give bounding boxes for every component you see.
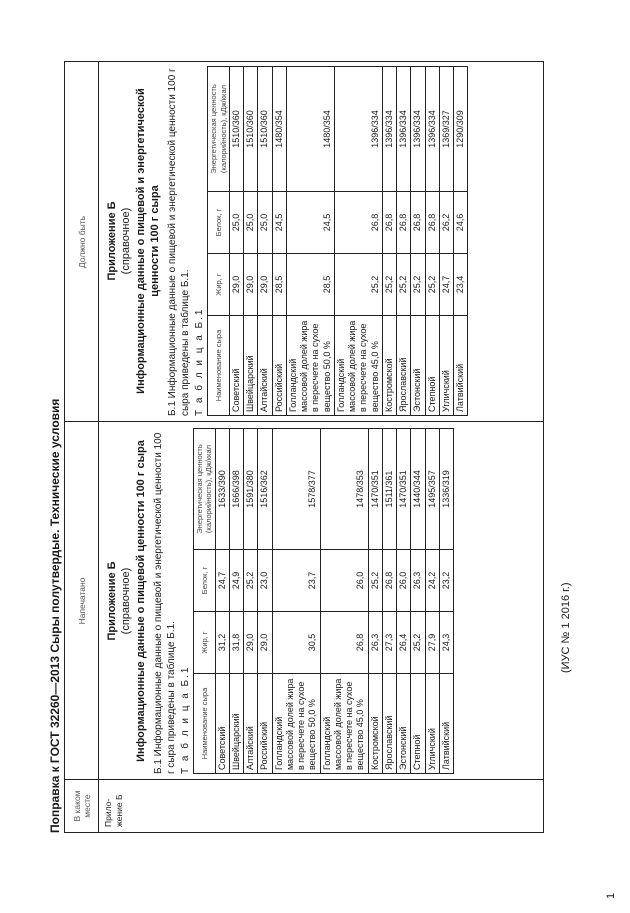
value-cell: 25,2 xyxy=(334,254,382,316)
cheese-name-cell: Эстонский xyxy=(411,316,425,416)
value-cell: 30,5 xyxy=(272,612,320,674)
should-appendix-title: Приложение Б xyxy=(106,201,118,281)
table-row xyxy=(425,67,439,416)
table-row xyxy=(368,429,382,774)
table-row xyxy=(397,67,411,416)
should-be-block xyxy=(99,66,543,416)
cheese-name-cell: Угличский xyxy=(425,674,439,774)
should-appendix-type: (справочное) xyxy=(120,207,133,275)
value-cell: 26,8 xyxy=(411,192,425,254)
col-fat: Жир, г xyxy=(208,254,230,316)
cheese-name-cell: Алтайский xyxy=(244,674,258,774)
value-cell: 1591/380 xyxy=(244,429,258,550)
table-row xyxy=(382,67,396,416)
cheese-name-cell: Советский xyxy=(215,674,229,774)
value-cell: 26,8 xyxy=(334,192,382,254)
value-cell: 1516/362 xyxy=(258,429,272,550)
table-row xyxy=(439,429,453,774)
table-row xyxy=(272,67,286,416)
value-cell: 26,0 xyxy=(397,550,411,612)
value-cell: 29,0 xyxy=(244,254,258,316)
table-row xyxy=(382,429,396,774)
cheese-name-cell: Эстонский xyxy=(397,674,411,774)
cheese-name-cell: Голландский массовой долей жира в пересчете на сухое вещество 45,0 % xyxy=(334,316,382,416)
cheese-name-cell: Ярославский xyxy=(382,674,396,774)
col-protein: Белок, г xyxy=(208,192,230,254)
table-row xyxy=(425,429,439,774)
table-row xyxy=(397,429,411,774)
value-cell: 24,6 xyxy=(454,192,468,254)
value-cell: 1510/360 xyxy=(258,67,272,192)
value-cell: 31,2 xyxy=(215,612,229,674)
printed-table-label: Т а б л и ц а Б.1 xyxy=(179,665,191,774)
value-cell: 25,2 xyxy=(411,612,425,674)
value-cell: 24,7 xyxy=(439,254,453,316)
value-cell: 24,3 xyxy=(439,612,453,674)
should-table-label: Т а б л и ц а Б.1 xyxy=(194,307,206,416)
table-row xyxy=(244,429,258,774)
table-row xyxy=(258,429,272,774)
value-cell: 26,3 xyxy=(411,550,425,612)
table-row xyxy=(454,67,468,416)
value-cell: 24,5 xyxy=(286,192,334,254)
value-cell: 31,8 xyxy=(229,612,243,674)
table-row xyxy=(215,429,229,774)
value-cell: 25,0 xyxy=(244,192,258,254)
value-cell: 1510/360 xyxy=(244,67,258,192)
value-cell: 1666/398 xyxy=(229,429,243,550)
value-cell: 24,9 xyxy=(229,550,243,612)
table-row xyxy=(258,67,272,416)
value-cell: 26,3 xyxy=(368,612,382,674)
cheese-name-cell: Голландский массовой долей жира в пересчете на сухое вещество 45,0 % xyxy=(320,674,368,774)
value-cell: 1336/319 xyxy=(439,429,453,550)
value-cell: 26,0 xyxy=(320,550,368,612)
cheese-name-cell: Степной xyxy=(425,316,439,416)
cheese-name-cell: Костромской xyxy=(368,674,382,774)
table-row xyxy=(229,429,243,774)
should-intro: Б.1 Информационные данные о пищевой и энергетической ценности 100 г сыра приведены в таблице Б.1. xyxy=(167,68,192,416)
value-cell: 23,0 xyxy=(258,550,272,612)
value-cell: 29,0 xyxy=(258,612,272,674)
col-protein: Белок, г xyxy=(193,550,215,612)
value-cell: 1396/334 xyxy=(425,67,439,192)
value-cell: 25,2 xyxy=(368,550,382,612)
value-cell: 29,0 xyxy=(229,254,243,316)
value-cell: 29,0 xyxy=(258,254,272,316)
cheese-name-cell: Швейцарский xyxy=(244,316,258,416)
value-cell: 1290/309 xyxy=(454,67,468,192)
cheese-name-cell: Степной xyxy=(411,674,425,774)
table-row xyxy=(439,67,453,416)
value-cell: 24,7 xyxy=(215,550,229,612)
value-cell: 25,2 xyxy=(382,254,396,316)
cheese-name-cell: Латвийский xyxy=(439,674,453,774)
table-row xyxy=(286,67,334,416)
value-cell: 26,8 xyxy=(382,550,396,612)
should-data-table xyxy=(207,66,468,416)
col-energy: Энергетическая ценность (калорийность), кДж/ккал xyxy=(193,429,215,550)
location-cell: Прило-жение Б xyxy=(103,794,125,827)
printed-data-table xyxy=(193,428,454,774)
value-cell: 1396/334 xyxy=(334,67,382,192)
value-cell: 26,4 xyxy=(397,612,411,674)
header-where: В каком месте xyxy=(65,780,99,832)
should-appendix-heading: Информационные данные о пищевой и энергетической ценности 100 г сыра xyxy=(134,88,161,394)
printed-block xyxy=(99,428,543,774)
value-cell: 1396/334 xyxy=(397,67,411,192)
value-cell: 1510/360 xyxy=(229,67,243,192)
value-cell: 1470/351 xyxy=(397,429,411,550)
header-should-be: Должно быть xyxy=(65,62,99,422)
value-cell: 1495/357 xyxy=(425,429,439,550)
cheese-name-cell: Швейцарский xyxy=(229,674,243,774)
value-cell: 26,8 xyxy=(397,192,411,254)
table-row xyxy=(411,67,425,416)
value-cell: 1480/354 xyxy=(286,67,334,192)
table-row xyxy=(320,429,368,774)
header-printed: Напечатано xyxy=(65,422,99,780)
cheese-name-cell: Алтайский xyxy=(258,316,272,416)
col-name: Наименование сыра xyxy=(208,316,230,416)
value-cell: 23,4 xyxy=(454,254,468,316)
amendment-table xyxy=(64,61,544,833)
value-cell: 1396/334 xyxy=(411,67,425,192)
value-cell: 25,2 xyxy=(244,550,258,612)
value-cell: 27,9 xyxy=(425,612,439,674)
value-cell: 23,2 xyxy=(439,550,453,612)
value-cell: 25,2 xyxy=(411,254,425,316)
cheese-name-cell: Советский xyxy=(229,316,243,416)
value-cell: 27,3 xyxy=(382,612,396,674)
cheese-name-cell: Российский xyxy=(258,674,272,774)
cheese-name-cell: Угличский xyxy=(439,316,453,416)
value-cell: 26,8 xyxy=(425,192,439,254)
table-row xyxy=(272,429,320,774)
table-row xyxy=(411,429,425,774)
value-cell: 1578/377 xyxy=(272,429,320,550)
value-cell: 29,0 xyxy=(244,612,258,674)
value-cell: 1480/354 xyxy=(272,67,286,192)
value-cell: 28,5 xyxy=(286,254,334,316)
ius-note: (ИУС № 1 2016 г.) xyxy=(560,582,572,673)
cheese-name-cell: Голландский массовой долей жира в пересчете на сухое вещество 50,0 % xyxy=(286,316,334,416)
value-cell: 24,2 xyxy=(425,550,439,612)
page-number: 1 xyxy=(605,892,617,899)
printed-appendix-type: (справочное) xyxy=(120,567,133,635)
cheese-name-cell: Российский xyxy=(272,316,286,416)
value-cell: 26,8 xyxy=(320,612,368,674)
value-cell: 1511/361 xyxy=(382,429,396,550)
value-cell: 1478/353 xyxy=(320,429,368,550)
value-cell: 1396/334 xyxy=(382,67,396,192)
cheese-name-cell: Костромской xyxy=(382,316,396,416)
value-cell: 25,2 xyxy=(425,254,439,316)
value-cell: 26,8 xyxy=(382,192,396,254)
printed-appendix-title: Приложение Б xyxy=(106,561,118,641)
table-row xyxy=(229,67,243,416)
value-cell: 24,5 xyxy=(272,192,286,254)
value-cell: 23,7 xyxy=(272,550,320,612)
table-row xyxy=(334,67,382,416)
value-cell: 28,5 xyxy=(272,254,286,316)
value-cell: 25,0 xyxy=(229,192,243,254)
table-row xyxy=(244,67,258,416)
col-fat: Жир, г xyxy=(193,612,215,674)
value-cell: 1633/390 xyxy=(215,429,229,550)
value-cell: 1470/351 xyxy=(368,429,382,550)
cheese-name-cell: Ярославский xyxy=(397,316,411,416)
col-energy: Энергетическая ценность (калорийность), кДж/ккал xyxy=(208,67,230,192)
cheese-name-cell: Голландский массовой долей жира в пересчете на сухое вещество 50,0 % xyxy=(272,674,320,774)
value-cell: 25,0 xyxy=(258,192,272,254)
value-cell: 25,2 xyxy=(397,254,411,316)
value-cell: 1440/344 xyxy=(411,429,425,550)
value-cell: 26,2 xyxy=(439,192,453,254)
col-name: Наименование сыра xyxy=(193,674,215,774)
printed-intro: Б.1 Информационные данные о пищевой и энергетической ценности 100 г сыра приведены в таблице Б.1. xyxy=(152,432,177,774)
printed-appendix-heading: Информационные данные о пищевой ценности 100 г сыра xyxy=(134,440,147,762)
value-cell: 1369/327 xyxy=(439,67,453,192)
cheese-name-cell: Латвийский xyxy=(454,316,468,416)
document-title: Поправка к ГОСТ 32260—2013 Сыры полутвердые. Технические условия xyxy=(48,398,62,833)
